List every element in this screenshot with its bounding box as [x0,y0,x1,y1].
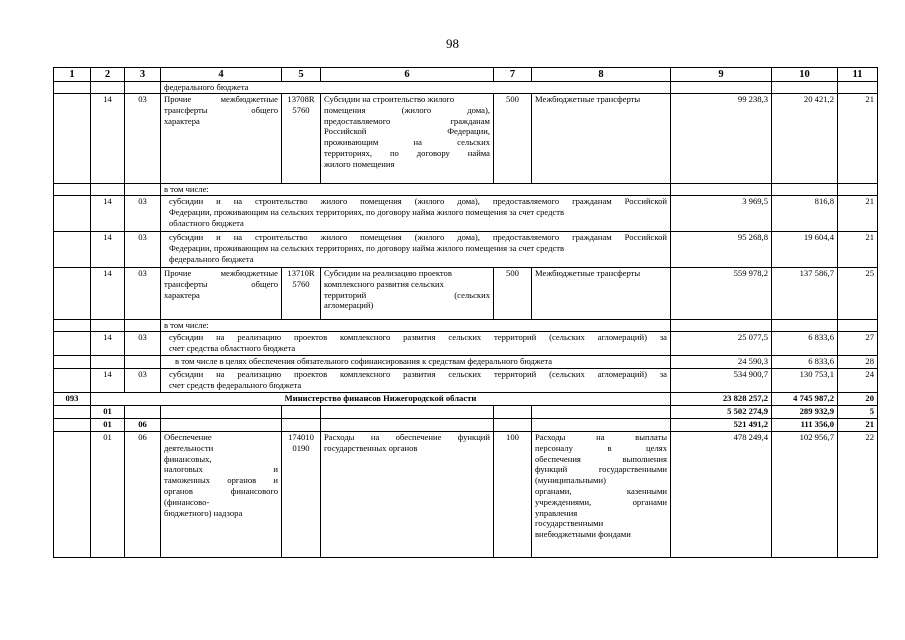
amount-col10: 6 833,6 [772,332,838,356]
percent-col11: 24 [838,369,878,393]
amount-col9: 521 491,2 [671,419,772,432]
percent-col11: 21 [838,419,878,432]
percent-col11: 25 [838,268,878,320]
percent-col11: 5 [838,406,878,419]
amount-col10: 19 604,4 [772,232,838,268]
table-row [54,432,878,558]
table-row [54,393,878,406]
table-row [54,406,878,419]
subsection-code: 03 [125,196,161,232]
program-name: Обеспечение деятельности финансовых, налоговых и таможенных органов и органов финансового (финансово- бюджетного) надзора [161,432,282,558]
amount-col9: 25 077,5 [671,332,772,356]
amount-col9: 23 828 257,2 [671,393,772,406]
row-text: в том числе: [161,184,671,196]
header-cell: 9 [671,68,772,82]
subsection-code: 03 [125,268,161,320]
amount-col9: 99 238,3 [671,94,772,184]
header-cell: 11 [838,68,878,82]
subsection-code: 03 [125,369,161,393]
amount-col9: 559 978,2 [671,268,772,320]
expense-description: Субсидии на реализацию проектов комплексного развития сельских территорий (сельских агломераций) [321,268,494,320]
amount-col10: 102 956,7 [772,432,838,558]
row-text: субсидии и на строительство жилого помещения (жилого дома), предоставляемого гражданам Российской Федерации, проживающим на сельских территориях, по договору найма жилого помещения за счет средств областного бюджета [161,196,671,232]
percent-col11: 28 [838,356,878,369]
row-text: в том числе: [161,320,671,332]
table-row [54,196,878,232]
table-row [54,232,878,268]
amount-col9: 3 969,5 [671,196,772,232]
table-row [54,369,878,393]
amount-col9: 95 268,8 [671,232,772,268]
expense-type-code: 500 [494,268,532,320]
header-cell: 3 [125,68,161,82]
amount-col9: 478 249,4 [671,432,772,558]
table-row [54,356,878,369]
row-text: субсидии и на строительство жилого помещения (жилого дома), предоставляемого гражданам Российской Федерации, проживающим на сельских территориях, по договору найма жилого помещения за счет средств федерального бюджета [161,232,671,268]
table-row [54,268,878,320]
amount-col10: 289 932,9 [772,406,838,419]
table-row [54,419,878,432]
section-code: 14 [91,268,125,320]
amount-col10: 20 421,2 [772,94,838,184]
amount-col10: 816,8 [772,196,838,232]
table-row [54,94,878,184]
subsection-code: 06 [125,419,161,432]
row-text: федерального бюджета [161,82,671,94]
percent-col11: 22 [838,432,878,558]
page-number: 98 [446,36,459,51]
expense-type-name: Межбюджетные трансферты [532,94,671,184]
expense-type-code: 100 [494,432,532,558]
subsection-code: 03 [125,94,161,184]
amount-col10: 137 586,7 [772,268,838,320]
section-code: 14 [91,94,125,184]
target-article-code: 174010 0190 [282,432,321,558]
expense-description: Субсидии на строительство жилого помещения (жилого дома), предоставляемого гражданам Российской Федерации, проживающим на сельских территориях, по договору найма жилого помещения [321,94,494,184]
section-code: 14 [91,196,125,232]
section-code: 14 [91,332,125,356]
header-row [54,68,878,82]
amount-col9: 5 502 274,9 [671,406,772,419]
header-cell: 2 [91,68,125,82]
section-code: 14 [91,232,125,268]
budget-table [53,67,878,558]
header-cell: 4 [161,68,282,82]
header-cell: 1 [54,68,91,82]
row-text: субсидии на реализацию проектов комплексного развития сельских территорий (сельских агломераций) за счет средств федерального бюджета [161,369,671,393]
section-code: 01 [91,406,125,419]
row-text: субсидии на реализацию проектов комплексного развития сельских территорий (сельских агломераций) за счет средства областного бюджета [161,332,671,356]
percent-col11: 20 [838,393,878,406]
table-row [54,184,878,196]
amount-col9: 534 900,7 [671,369,772,393]
percent-col11: 27 [838,332,878,356]
amount-col10: 130 753,1 [772,369,838,393]
subsection-code: 06 [125,432,161,558]
amount-col10: 4 745 987,2 [772,393,838,406]
section-code: 01 [91,419,125,432]
ministry-name: Министерство финансов Нижегородской области [91,393,671,406]
header-cell: 10 [772,68,838,82]
subsection-code: 03 [125,232,161,268]
target-article-code: 13708R 5760 [282,94,321,184]
section-code: 14 [91,369,125,393]
header-cell: 5 [282,68,321,82]
expense-description: Расходы на обеспечение функций государственных органов [321,432,494,558]
percent-col11: 21 [838,196,878,232]
amount-col10: 111 356,0 [772,419,838,432]
section-code: 01 [91,432,125,558]
amount-col9: 24 590,3 [671,356,772,369]
expense-type-name: Межбюджетные трансферты [532,268,671,320]
header-cell: 7 [494,68,532,82]
expense-type-code: 500 [494,94,532,184]
percent-col11: 21 [838,94,878,184]
table-row [54,82,878,94]
expense-type-name: Расходы на выплаты персоналу в целях обеспечения выполнения функций государственными (муниципальными) органами, казенными учреждениями, органами управления государственными внебюджетными фондами [532,432,671,558]
percent-col11: 21 [838,232,878,268]
amount-col10: 6 833,6 [772,356,838,369]
header-cell: 6 [321,68,494,82]
ministry-code: 093 [54,393,91,406]
header-cell: 8 [532,68,671,82]
subsection-code: 03 [125,332,161,356]
program-name: Прочие межбюджетные трансферты общего характера [161,94,282,184]
row-text: в том числе в целях обеспечения обязательного софинансирования к средствам федерального бюджета [161,356,671,369]
target-article-code: 13710R 5760 [282,268,321,320]
table-row [54,320,878,332]
program-name: Прочие межбюджетные трансферты общего характера [161,268,282,320]
table-row [54,332,878,356]
